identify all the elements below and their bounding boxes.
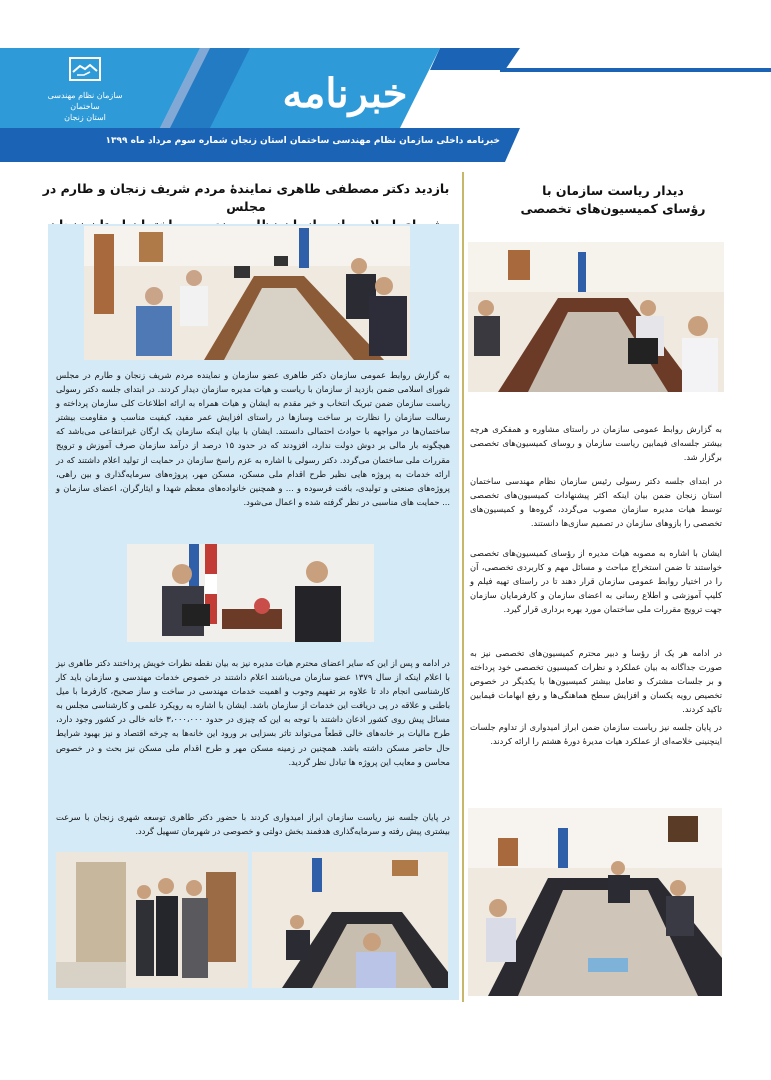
right-title-line-2: رؤسای کمیسیون‌های تخصصی xyxy=(520,201,706,216)
commission-photo-2 xyxy=(468,808,722,996)
commission-meeting-illustration xyxy=(468,242,724,392)
right-paragraph-4: در ادامه هر یک از رؤسا و دبیر محترم کمیسیون‌های تخصصی نیز به صورت جداگانه به بیان عملکرد و نظرات کمیسیون تخصصی خود پرداخته و بر جلسات مشترک و تعامل بیشتر کمیسیون‌ها با یکدیگر در خصوص تخصیص رویه یکسان و افزایش سطح هماهنگی‌ها و رفع ابهامات فیمابین تاکید کردند. xyxy=(470,648,722,715)
meeting-photo-1 xyxy=(84,226,410,360)
handshake-logo-icon xyxy=(68,56,102,82)
issue-tagline: خبرنامه داخلی سازمان نظام مهندسی ساختمان استان زنجان شماره سوم مرداد ماه ۱۳۹۹ xyxy=(105,136,500,146)
large-meeting-illustration xyxy=(468,808,722,996)
two-officials-illustration xyxy=(127,544,374,642)
column-divider xyxy=(462,172,464,1002)
commission-photo-1 xyxy=(468,242,724,392)
visit-photo-left xyxy=(56,852,248,988)
visit-photo-right xyxy=(252,852,448,988)
masthead-title: خبرنامه xyxy=(282,70,408,117)
header xyxy=(0,0,771,170)
left-paragraph-1: به گزارش روابط عمومی سازمان دکتر طاهری عضو سازمان و نماینده مردم شریف زنجان و طارم در مجلس شورای اسلامی ضمن بازدید از سازمان با ریاست و هیات مدیره سازمان دیدار کردند. در ابتدای جلسه دکتر رسولی ریاست سازمان ضمن تبریک انتخاب و خیر مقدم به ایشان و هیات همراه به ارائه اطلاعات کلی سازمان پرداخته و رسالت سازمان را نظارت بر ساخت وسازها در راستای افزایش عمر مفید، کیفیت مناسب و مقاومت بیشتر ساختمان‌ها در مواجهه با حوادث احتمالی دانستند. ایشان با بیان اینکه سازمان یک ارگان غیرانتفاعی می‌باشد که هیچگونه بار مالی بر دوش دولت ندارد، افزودند که در حدود ۱۵ درصد از درآمد سازمان صرف آموزش و ترویج مقررات ملی ساختمان می‌گردد. دکتر رسولی با اشاره به عزم راسخ سازمان در حمایت از تولید اعلام داشتند که در ارائه خدمات به پروژه هایی نظیر طرح اقدام ملی مسکن، مسکن مهر، پروژه‌های سرمایه‌گذاری و بین راهی، پروژه‌های صنعتی و تولیدی، بافت فرسوده و ... و همچنین خانواده‌های معظم شهدا و ایثارگران، اعضای سازمان و ... حمایت های مناسبی در نظر گرفته شده و اعمال می‌شود. xyxy=(56,370,450,507)
conference-room-illustration xyxy=(84,226,410,360)
right-paragraph-2: در ابتدای جلسه دکتر رسولی رئیس سازمان نظام مهندسی ساختمان استان زنجان ضمن بیان اینکه اکثر پیشنهادات کمیسیون‌های تخصصی توسط هیات مدیره سازمان مصوب می‌گردد، گروه‌ها و کمیسیون‌های تخصصی را بازوهای سازمان در تصمیم سازی‌ها دانستند. xyxy=(470,476,722,529)
right-paragraph-5: در پایان جلسه نیز ریاست سازمان ضمن ابراز امیدواری از تداوم جلسات اینچنینی خلاصه‌ای از عملکرد هیات مدیرهٔ دورهٔ هشتم را ارائه کردند. xyxy=(470,722,722,747)
meeting-table-illustration xyxy=(252,852,448,988)
right-paragraph-1: به گزارش روابط عمومی سازمان در راستای مشاوره و همفکری هرچه بیشتر جلسه‌ای فیمابین ریاست سازمان و روسای کمیسیون‌های تخصصی برگزار شد. xyxy=(470,424,722,463)
right-paragraph-3: ایشان با اشاره به مصوبه هیات مدیره از رؤسای کمیسیون‌های تخصصی خواستند تا ضمن استخراج مباحث و مسائل مهم و کاربردی تخصصی، آن را در اختیار روابط عمومی سازمان قرار دهند تا در راستای تهیه فیلم و کلیپ آموزشی و اطلاع رسانی به اعضای سازمان و کارفرمایان سازمان جهت ترویج مقررات ملی ساختمان مورد بهره برداری قرار گیرد. xyxy=(470,548,722,615)
right-title-line-1: دیدار ریاست سازمان با xyxy=(542,183,684,198)
logo-line-1: سازمان نظام مهندسی ساختمان xyxy=(47,91,123,111)
left-paragraph-3: در پایان جلسه نیز ریاست سازمان ابراز امیدواری کردند با حضور دکتر طاهری توسعه شهری زنجان با سرعت بیشتری پیش رفته و سرمایه‌گذاری هدفمند بخش دولتی و خصوصی در شهرمان تسهیل گردد. xyxy=(56,812,450,837)
corridor-visit-illustration xyxy=(56,852,248,988)
left-title-line-1: بازدید دکتر مصطفی طاهری نمایندهٔ مردم شریف زنجان و طارم در مجلس xyxy=(42,181,450,214)
left-paragraph-2: در ادامه و پس از این که سایر اعضای محترم هیات مدیره نیز به بیان نقطه نظرات خویش پرداختند دکتر طاهری نیز با اعلام اینکه از سال ۱۳۷۹ عضو سازمان می‌باشند اعلام داشتند در خصوص خدمات مهندسی و سازمان باید کار کارشناسی انجام داد تا علاوه بر تفهیم وجوب و اهمیت خدمات مهندسی در ساخت و ساز صحیح، کارفرما با میل باطنی و علاقه در پی دریافت این خدمات از سازمان باشد. ایشان با اشاره به رویکرد علمی و کارشناسی مجلس به مسائل پیش روی کشور اذعان داشتند با توجه به این که چیزی در حدود ۳،۰۰۰،۰۰۰ خانه خالی در کشور وجود دارد، طرح مالیات بر خانه‌های خالی قطعاً می‌تواند تاثر بسزایی بر ورود این خانه‌ها به چرخه اقتصاد و نیز بهبود شرایط حال حاضر مسکن داشته باشد. همچنین در زمینه مسکن مهر و طرح اقدام ملی مسکن نیز بحث و در خصوص محاسن و معایب این پروژه ها تبادل نظر گردید. xyxy=(56,658,450,767)
organization-logo xyxy=(40,56,130,126)
logo-line-2: استان زنجان xyxy=(64,113,106,122)
right-article-title xyxy=(468,182,758,218)
meeting-photo-2 xyxy=(127,544,374,642)
